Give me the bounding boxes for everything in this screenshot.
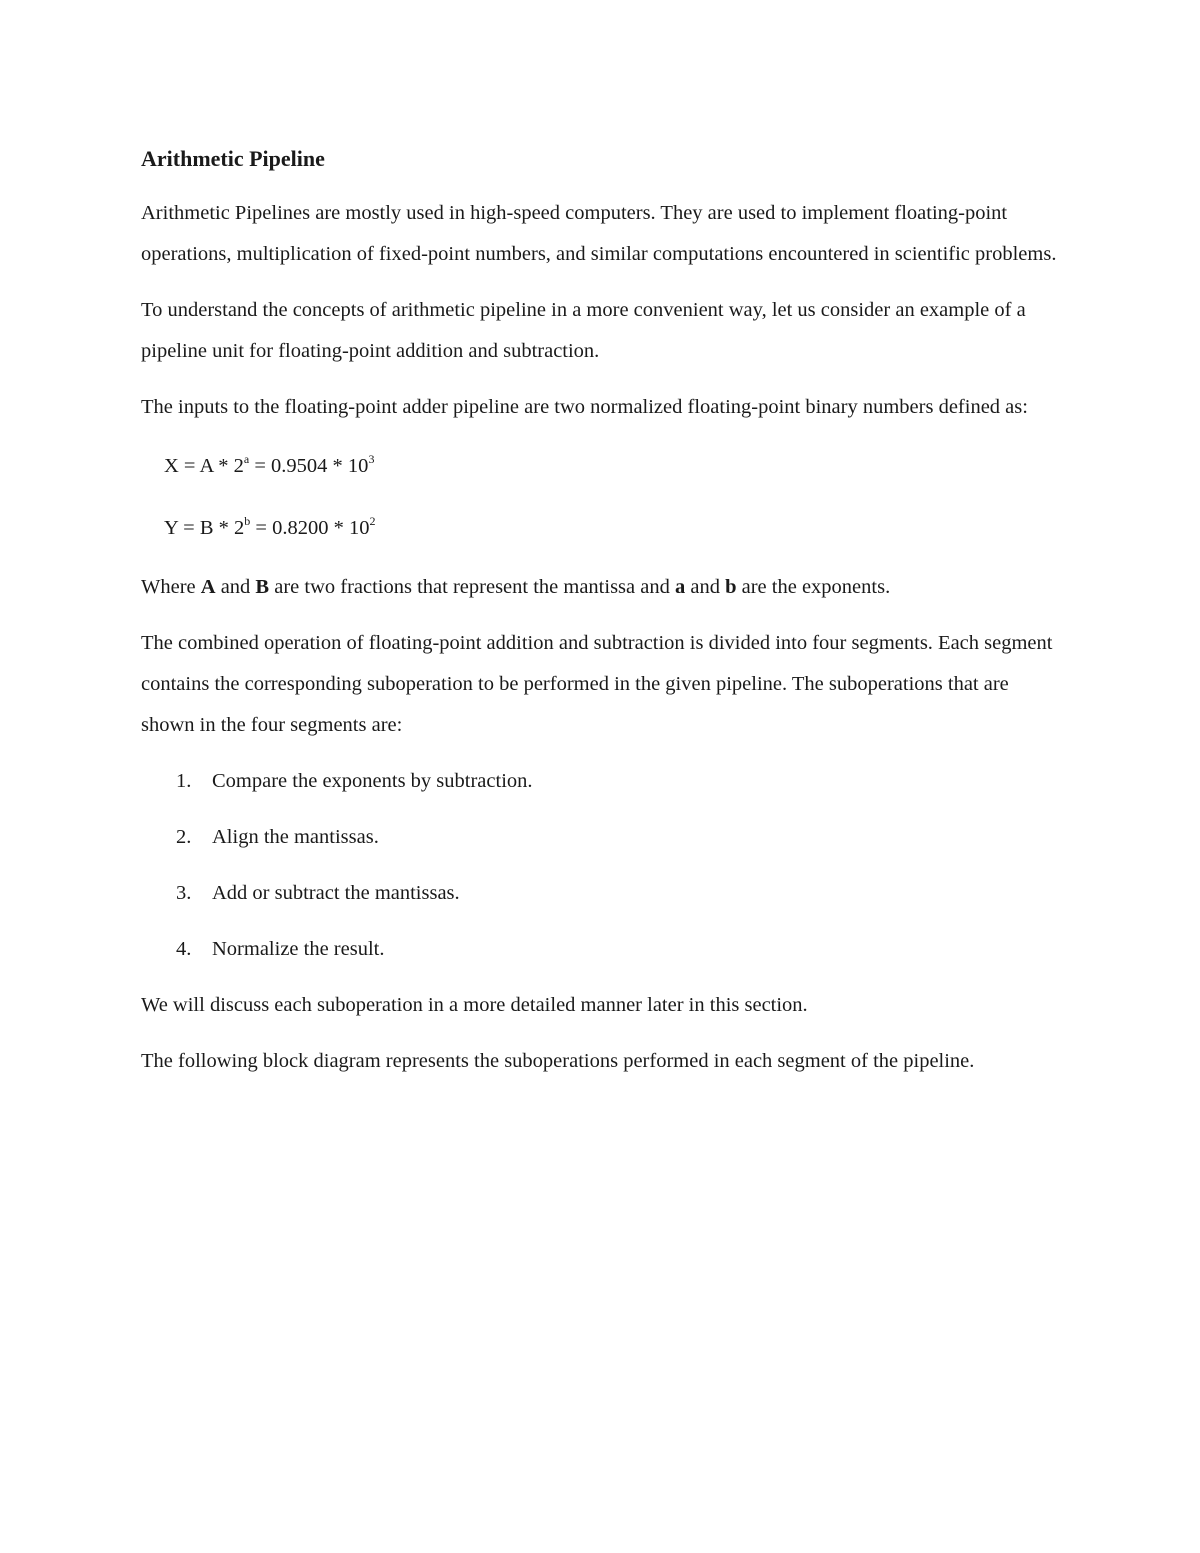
equation-x-value: = 0.9504 * 10 bbox=[249, 455, 369, 477]
intro-paragraph: Arithmetic Pipelines are mostly used in high-speed computers. They are used to implement floating-point operations, multiplication of fixed-point numbers, and similar computations encountered in scientific problems. bbox=[141, 202, 1057, 265]
list-item bbox=[141, 873, 1061, 914]
where-bold-B: B bbox=[255, 576, 270, 598]
where-text-1: Where bbox=[141, 576, 201, 598]
list-item-text: Normalize the result. bbox=[212, 938, 385, 960]
list-item-number: 2. bbox=[176, 826, 192, 848]
equation-x bbox=[141, 443, 1061, 490]
where-bold-a: a bbox=[674, 576, 686, 598]
list-item-number: 1. bbox=[176, 770, 192, 792]
page-title: Arithmetic Pipeline bbox=[141, 146, 325, 171]
list-item-text: Compare the exponents by subtraction. bbox=[212, 770, 533, 792]
equation-y-exponent-10: 2 bbox=[369, 514, 376, 528]
list-item bbox=[141, 761, 1061, 802]
where-bold-b: b bbox=[725, 576, 737, 598]
where-text-2: and bbox=[215, 576, 256, 598]
suboperation-list bbox=[141, 761, 1061, 970]
list-item-number: 4. bbox=[176, 938, 192, 960]
equation-y-lhs: Y = B * 2 bbox=[164, 517, 245, 539]
equation-y bbox=[141, 505, 1061, 552]
equation-x-exponent-a: a bbox=[243, 452, 250, 466]
equation-x-exponent-10: 3 bbox=[368, 452, 375, 466]
equation-y-value: = 0.8200 * 10 bbox=[250, 517, 370, 539]
list-item-text: Align the mantissas. bbox=[212, 826, 379, 848]
where-text-4: and bbox=[685, 576, 726, 598]
list-item-number: 3. bbox=[176, 882, 192, 904]
list-item bbox=[141, 929, 1061, 970]
discussion-paragraph: We will discuss each suboperation in a more detailed manner later in this section. bbox=[141, 994, 808, 1016]
where-bold-A: A bbox=[200, 576, 216, 598]
inputs-paragraph: The inputs to the floating-point adder pipeline are two normalized floating-point binary numbers defined as: bbox=[141, 396, 1028, 418]
where-text-3: are two fractions that represent the mantissa and bbox=[269, 576, 675, 598]
equation-x-lhs: X = A * 2 bbox=[164, 455, 244, 477]
concept-paragraph: To understand the concepts of arithmetic pipeline in a more convenient way, let us consider an example of a pipeline unit for floating-point addition and subtraction. bbox=[141, 299, 1026, 362]
where-text-5: are the exponents. bbox=[736, 576, 891, 598]
where-paragraph bbox=[141, 567, 1061, 608]
list-item bbox=[141, 817, 1061, 858]
segments-paragraph: The combined operation of floating-point addition and subtraction is divided into four segments. Each segment contains the corresponding suboperation to be performed in the given pipeline. The suboperations that are shown in the four segments are: bbox=[141, 632, 1053, 736]
equation-y-exponent-b: b bbox=[244, 514, 251, 528]
list-item-text: Add or subtract the mantissas. bbox=[212, 882, 460, 904]
diagram-paragraph: The following block diagram represents the suboperations performed in each segment of the pipeline. bbox=[141, 1050, 975, 1072]
document-body bbox=[141, 140, 1061, 1097]
